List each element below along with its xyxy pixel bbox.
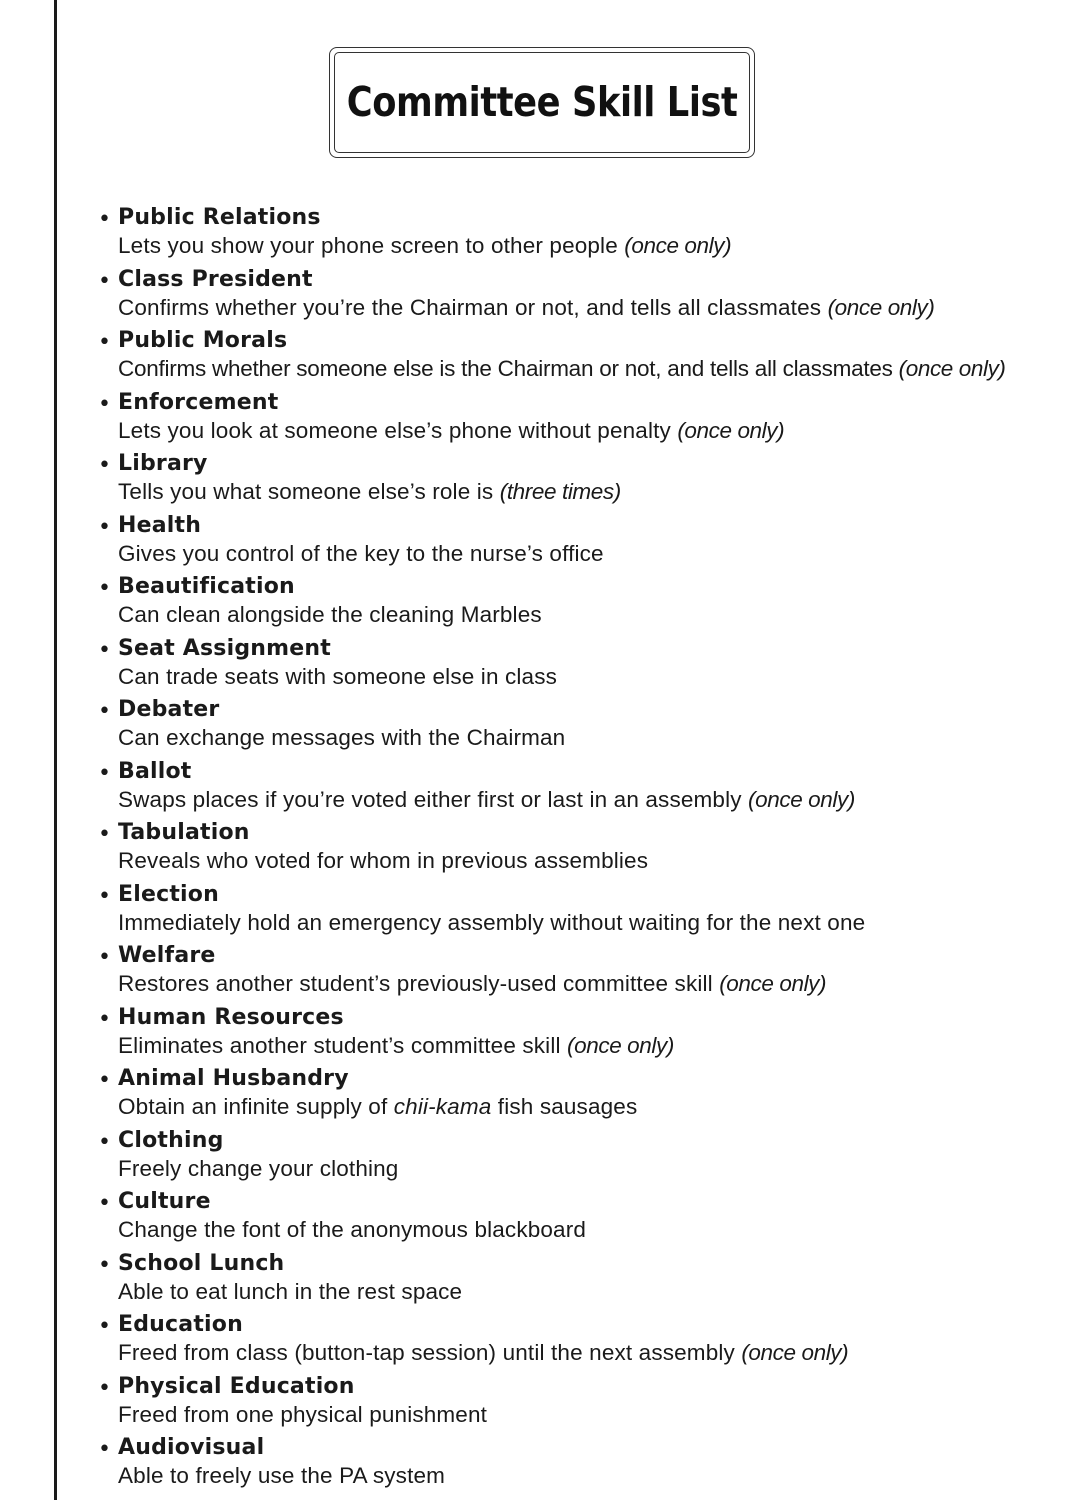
bullet-icon: • (98, 207, 111, 232)
bullet-icon: • (98, 1068, 111, 1093)
skill-name: Public Relations (118, 205, 321, 230)
skill-item-beautification (98, 572, 1006, 634)
skill-name: Tabulation (118, 820, 250, 845)
skill-name: Human Resources (118, 1004, 344, 1030)
skill-item-clothing (98, 1126, 1006, 1188)
skill-item-ballot (98, 757, 1006, 819)
skill-name: Library (118, 451, 208, 476)
skill-item-audiovisual (98, 1433, 1006, 1495)
skill-item-welfare (98, 941, 1006, 1003)
skill-description: Change the font of the anonymous blackboard (118, 1217, 587, 1242)
skill-description: Reveals who voted for whom in previous assemblies (118, 848, 649, 873)
skill-item-public-morals (98, 326, 1006, 388)
bullet-icon: • (98, 1314, 111, 1339)
bullet-icon: • (98, 268, 111, 294)
skill-description: Can trade seats with someone else in class (118, 663, 558, 689)
skill-item-seat-assignment (98, 634, 1006, 696)
bullet-icon: • (98, 1129, 111, 1155)
skill-item-animal-husbandry (98, 1064, 1006, 1126)
skill-name: Physical Education (118, 1373, 355, 1399)
skill-name: Health (118, 512, 202, 538)
skill-name: Ballot (118, 758, 192, 784)
skill-name: Education (118, 1312, 243, 1337)
bullet-icon: • (98, 883, 111, 909)
skill-note: (once only) (741, 1340, 849, 1365)
skill-item-culture (98, 1187, 1006, 1249)
skill-description: Freed from class (button-tap session) until the next assembly (once only) (118, 1340, 849, 1365)
skill-name: Class President (118, 266, 313, 292)
skill-item-education (98, 1310, 1006, 1372)
skill-description: Confirms whether you’re the Chairman or not, and tells all classmates (once only) (118, 294, 935, 320)
skill-name: Public Morals (118, 328, 288, 353)
skill-description: Eliminates another student’s committee skill (once only) (118, 1032, 674, 1058)
skill-description: Gives you control of the key to the nurse’s office (118, 540, 604, 566)
bullet-icon: • (98, 822, 111, 847)
skill-name: Beautification (118, 574, 295, 599)
skill-name: Debater (118, 697, 220, 722)
skill-description: Freed from one physical punishment (118, 1401, 488, 1427)
bullet-icon: • (98, 699, 111, 724)
skill-name: Animal Husbandry (118, 1066, 349, 1091)
bullet-icon: • (98, 637, 111, 663)
bullet-icon: • (98, 330, 111, 355)
skill-name: Seat Assignment (118, 635, 331, 661)
bullet-icon: • (98, 391, 111, 417)
skill-description: Immediately hold an emergency assembly without waiting for the next one (118, 909, 866, 935)
skill-description: Lets you show your phone screen to other people (once only) (118, 233, 732, 258)
skill-description: Tells you what someone else’s role is (three times) (118, 479, 621, 504)
skill-name: Culture (118, 1189, 211, 1214)
skill-item-tabulation (98, 818, 1006, 880)
skill-note: (once only) (748, 786, 855, 812)
bullet-icon: • (98, 1375, 111, 1401)
skill-note: (once only) (624, 233, 732, 258)
skill-description: Able to eat lunch in the rest space (118, 1278, 463, 1304)
skill-note: (once only) (677, 417, 785, 443)
skill-item-school-lunch (98, 1249, 1006, 1311)
skill-description: Able to freely use the PA system (118, 1463, 446, 1488)
title-frame (329, 47, 755, 158)
skill-name: Enforcement (118, 389, 279, 415)
skill-note: (once only) (898, 356, 1006, 381)
skill-note: (once only) (567, 1032, 674, 1058)
skill-description: Can exchange messages with the Chairman (118, 725, 566, 750)
skill-description: Freely change your clothing (118, 1155, 399, 1181)
skill-item-enforcement (98, 388, 1006, 450)
skill-item-public-relations (98, 203, 1006, 265)
skill-note: (once only) (827, 294, 935, 320)
skill-description: Restores another student’s previously-used committee skill (once only) (118, 971, 827, 996)
skill-list (98, 203, 1006, 1495)
skill-name: Election (118, 881, 219, 907)
bullet-icon: • (98, 1006, 111, 1032)
skill-description: Can clean alongside the cleaning Marbles (118, 602, 542, 627)
skill-note: (three times) (499, 479, 621, 504)
skill-term: chii-kama (393, 1094, 492, 1119)
skill-description: Obtain an infinite supply of chii-kama fish sausages (118, 1094, 638, 1119)
skill-name: Audiovisual (118, 1435, 265, 1460)
skill-description: Confirms whether someone else is the Chairman or not, and tells all classmates (once only) (118, 356, 1006, 381)
skill-name: School Lunch (118, 1250, 285, 1276)
skill-note: (once only) (719, 971, 827, 996)
skill-description: Swaps places if you’re voted either first or last in an assembly (once only) (118, 786, 855, 812)
skill-description: Lets you look at someone else’s phone without penalty (once only) (118, 417, 785, 443)
bullet-icon: • (98, 760, 111, 786)
bullet-icon: • (98, 514, 111, 540)
bullet-icon: • (98, 1437, 111, 1462)
skill-name: Clothing (118, 1127, 224, 1153)
skill-item-class-president (98, 265, 1006, 327)
page-margin-rule (54, 0, 57, 1500)
bullet-icon: • (98, 576, 111, 601)
bullet-icon: • (98, 1191, 111, 1216)
skill-item-health (98, 511, 1006, 573)
skill-name: Welfare (118, 943, 216, 968)
skill-item-library (98, 449, 1006, 511)
skill-item-physical-education (98, 1372, 1006, 1434)
bullet-icon: • (98, 945, 111, 970)
skill-item-election (98, 880, 1006, 942)
bullet-icon: • (98, 453, 111, 478)
skill-item-human-resources (98, 1003, 1006, 1065)
page-title: Committee Skill List (346, 77, 738, 126)
skill-item-debater (98, 695, 1006, 757)
bullet-icon: • (98, 1252, 111, 1278)
